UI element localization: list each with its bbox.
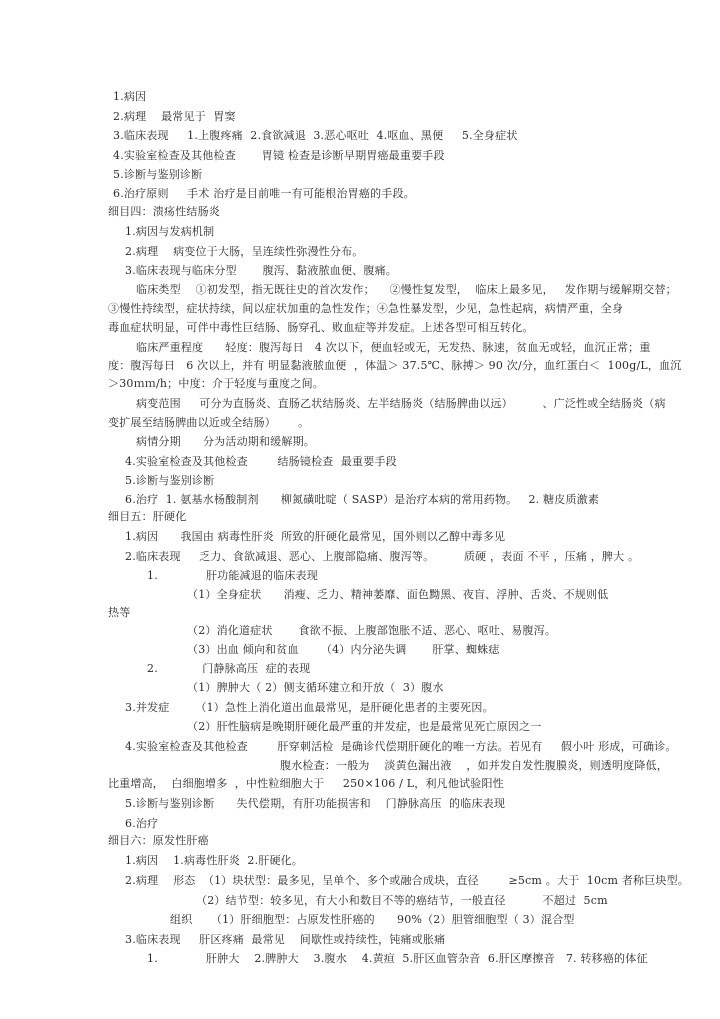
text-line: 热等 bbox=[108, 606, 131, 619]
text-line: 4.实验室检查及其他检查 肝穿刺活检 是确诊代偿期肝硬化的唯一方法。若见有 假小叶 形成，可确诊。 bbox=[125, 740, 677, 753]
text-line: 6.治疗 bbox=[125, 817, 159, 830]
text-line: （1）脾肿大（ 2）侧支循环建立和开放（ 3）腹水 bbox=[187, 681, 444, 694]
text-line: 1. 肝功能减退的临床表现 bbox=[147, 569, 318, 582]
text-line: 2.病理 最常见于 胃窦 bbox=[113, 110, 236, 123]
text-line: 临床类型 ①初发型，指无既往史的首次发作； ②慢性复发型， 临床上最多见， 发作期与缓解期交替； bbox=[136, 283, 677, 296]
text-line: 5.诊断与鉴别诊断 失代偿期，有肝功能损害和 门静脉高压 的临床表现 bbox=[125, 797, 506, 810]
text-line: （2）消化道症状 食欲不振、上腹部饱胀不适、恶心、呕吐、易腹泻。 bbox=[187, 624, 557, 637]
text-line: 度：腹泻每日 6 次以上，并有 明显黏液脓血便 ，体温＞ 37.5℃、脉搏＞ 90 次/分，血红蛋白＜ 100g/L，血沉 bbox=[108, 359, 682, 372]
text-line: 组织 （1）肝细胞型：占原发性肝癌的 90%（2）胆管细胞型（ 3）混合型 bbox=[170, 913, 575, 926]
section-heading: 细目四：溃疡性结肠炎 bbox=[108, 205, 220, 218]
text-line: 5.诊断与鉴别诊断 bbox=[113, 168, 203, 181]
text-line: 病变范围 可分为直肠炎、直肠乙状结肠炎、左半结肠炎（结肠脾曲以远） 、广泛性或全结肠炎（病 bbox=[136, 397, 666, 410]
text-line: 3.临床表现 1.上腹疼痛 2.食欲减退 3.恶心呕吐 4.呕血、黑便 5.全身症状 bbox=[113, 129, 518, 142]
text-line: 1.病因 bbox=[113, 90, 147, 103]
text-line: 1.病因与发病机制 bbox=[125, 225, 215, 238]
text-line: 6.治疗 1. 氨基水杨酸制剂 柳氮磺吡啶（ SASP）是治疗本病的常用药物。 2. 糖皮质激素 bbox=[125, 493, 600, 506]
text-line: 1.病因 1.病毒性肝炎 2.肝硬化。 bbox=[125, 854, 304, 867]
text-line: 4.实验室检查及其他检查 结肠镜检查 最重要手段 bbox=[125, 455, 397, 468]
section-heading: 细目六：原发性肝癌 bbox=[108, 834, 209, 847]
text-line: 5.诊断与鉴别诊断 bbox=[125, 474, 215, 487]
text-line: 3.临床表现 肝区疼痛 最常见 间歇性或持续性，钝痛或胀痛 bbox=[125, 933, 446, 946]
text-line: 3.临床表现与临床分型 腹泻、黏液脓血便、腹痛。 bbox=[125, 264, 397, 277]
text-line: ＞30ｍｍ/h；中度：介于轻度与重度之间。 bbox=[108, 377, 324, 390]
text-line: 腹水检查：一般为 淡黄色漏出液 ，如并发自发性腹膜炎，则透明度降低， bbox=[280, 759, 668, 772]
text-line: （3）出血 倾向和贫血 （4）内分泌失调 肝掌、蜘蛛痣 bbox=[187, 643, 500, 656]
text-line: （2）肝性脑病是晚期肝硬化最严重的并发症，也是最常见死亡原因之一 bbox=[187, 720, 542, 733]
text-line: 6.治疗原则 手术 治疗是目前唯一有可能根治胃癌的手段。 bbox=[113, 187, 415, 200]
text-line: ③慢性持续型，症状持续，间以症状加重的急性发作；④急性暴发型，少见，急性起病，病情严重，全身 bbox=[108, 302, 624, 315]
text-line: 2. 门静脉高压 症的表现 bbox=[147, 662, 311, 675]
text-line: （1）全身症状 消瘦、乏力、精神萎靡、面色黝黑、夜盲、浮肿、舌炎、不规则低 bbox=[187, 588, 609, 601]
text-line: 3.并发症 （1）急性上消化道出血最常见，是肝硬化患者的主要死因。 bbox=[125, 701, 494, 714]
text-line: 1.病因 我国由 病毒性肝炎 所致的肝硬化最常见，国外则以乙醇中毒多见 bbox=[125, 530, 506, 543]
text-line: 毒血症状明显，可伴中毒性巨结肠、肠穿孔、败血症等并发症。上述各型可相互转化。 bbox=[108, 321, 534, 334]
text-line: 2.临床表现 乏力、食欲减退、恶心、上腹部隐痛、腹泻等。 质硬 ，表面 不平 ，压痛 ，脾大 。 bbox=[125, 550, 640, 563]
text-line: 变扩展至结肠脾曲以近或全结肠） 。 bbox=[108, 416, 310, 429]
text-line: 1. 肝肿大 2.脾肿大 3.腹水 4.黄疸 5.肝区血管杂音 6.肝区摩擦音 7. 转移癌的体征 bbox=[147, 952, 648, 965]
text-line: 病情分期 分为活动期和缓解期。 bbox=[136, 435, 315, 448]
section-heading: 细目五：肝硬化 bbox=[108, 510, 187, 523]
text-line: 2.病理 病变位于大肠，呈连续性弥漫性分布。 bbox=[125, 245, 364, 258]
text-line: 临床严重程度 轻度：腹泻每日 4 次以下，便血轻或无，无发热、脉速，贫血无或轻，血沉正常；重 bbox=[136, 341, 651, 354]
text-line: 比重增高， 白细胞增多 ，中性粒细胞大于 250×106 / L，利凡他试验阳性 bbox=[108, 777, 504, 790]
text-line: （2）结节型：较多见，有大小和数目不等的癌结节，一般直径 不超过 5cm bbox=[196, 894, 608, 907]
text-line: 4.实验室检查及其他检查 胃镜 检查是诊断早期胃癌最重要手段 bbox=[113, 149, 445, 162]
text-line: 2.病理 形态 （1）块状型：最多见，呈单个、多个或融合成块，直径 ≥5cm 。大于 10cm 者称巨块型。 bbox=[125, 874, 690, 887]
